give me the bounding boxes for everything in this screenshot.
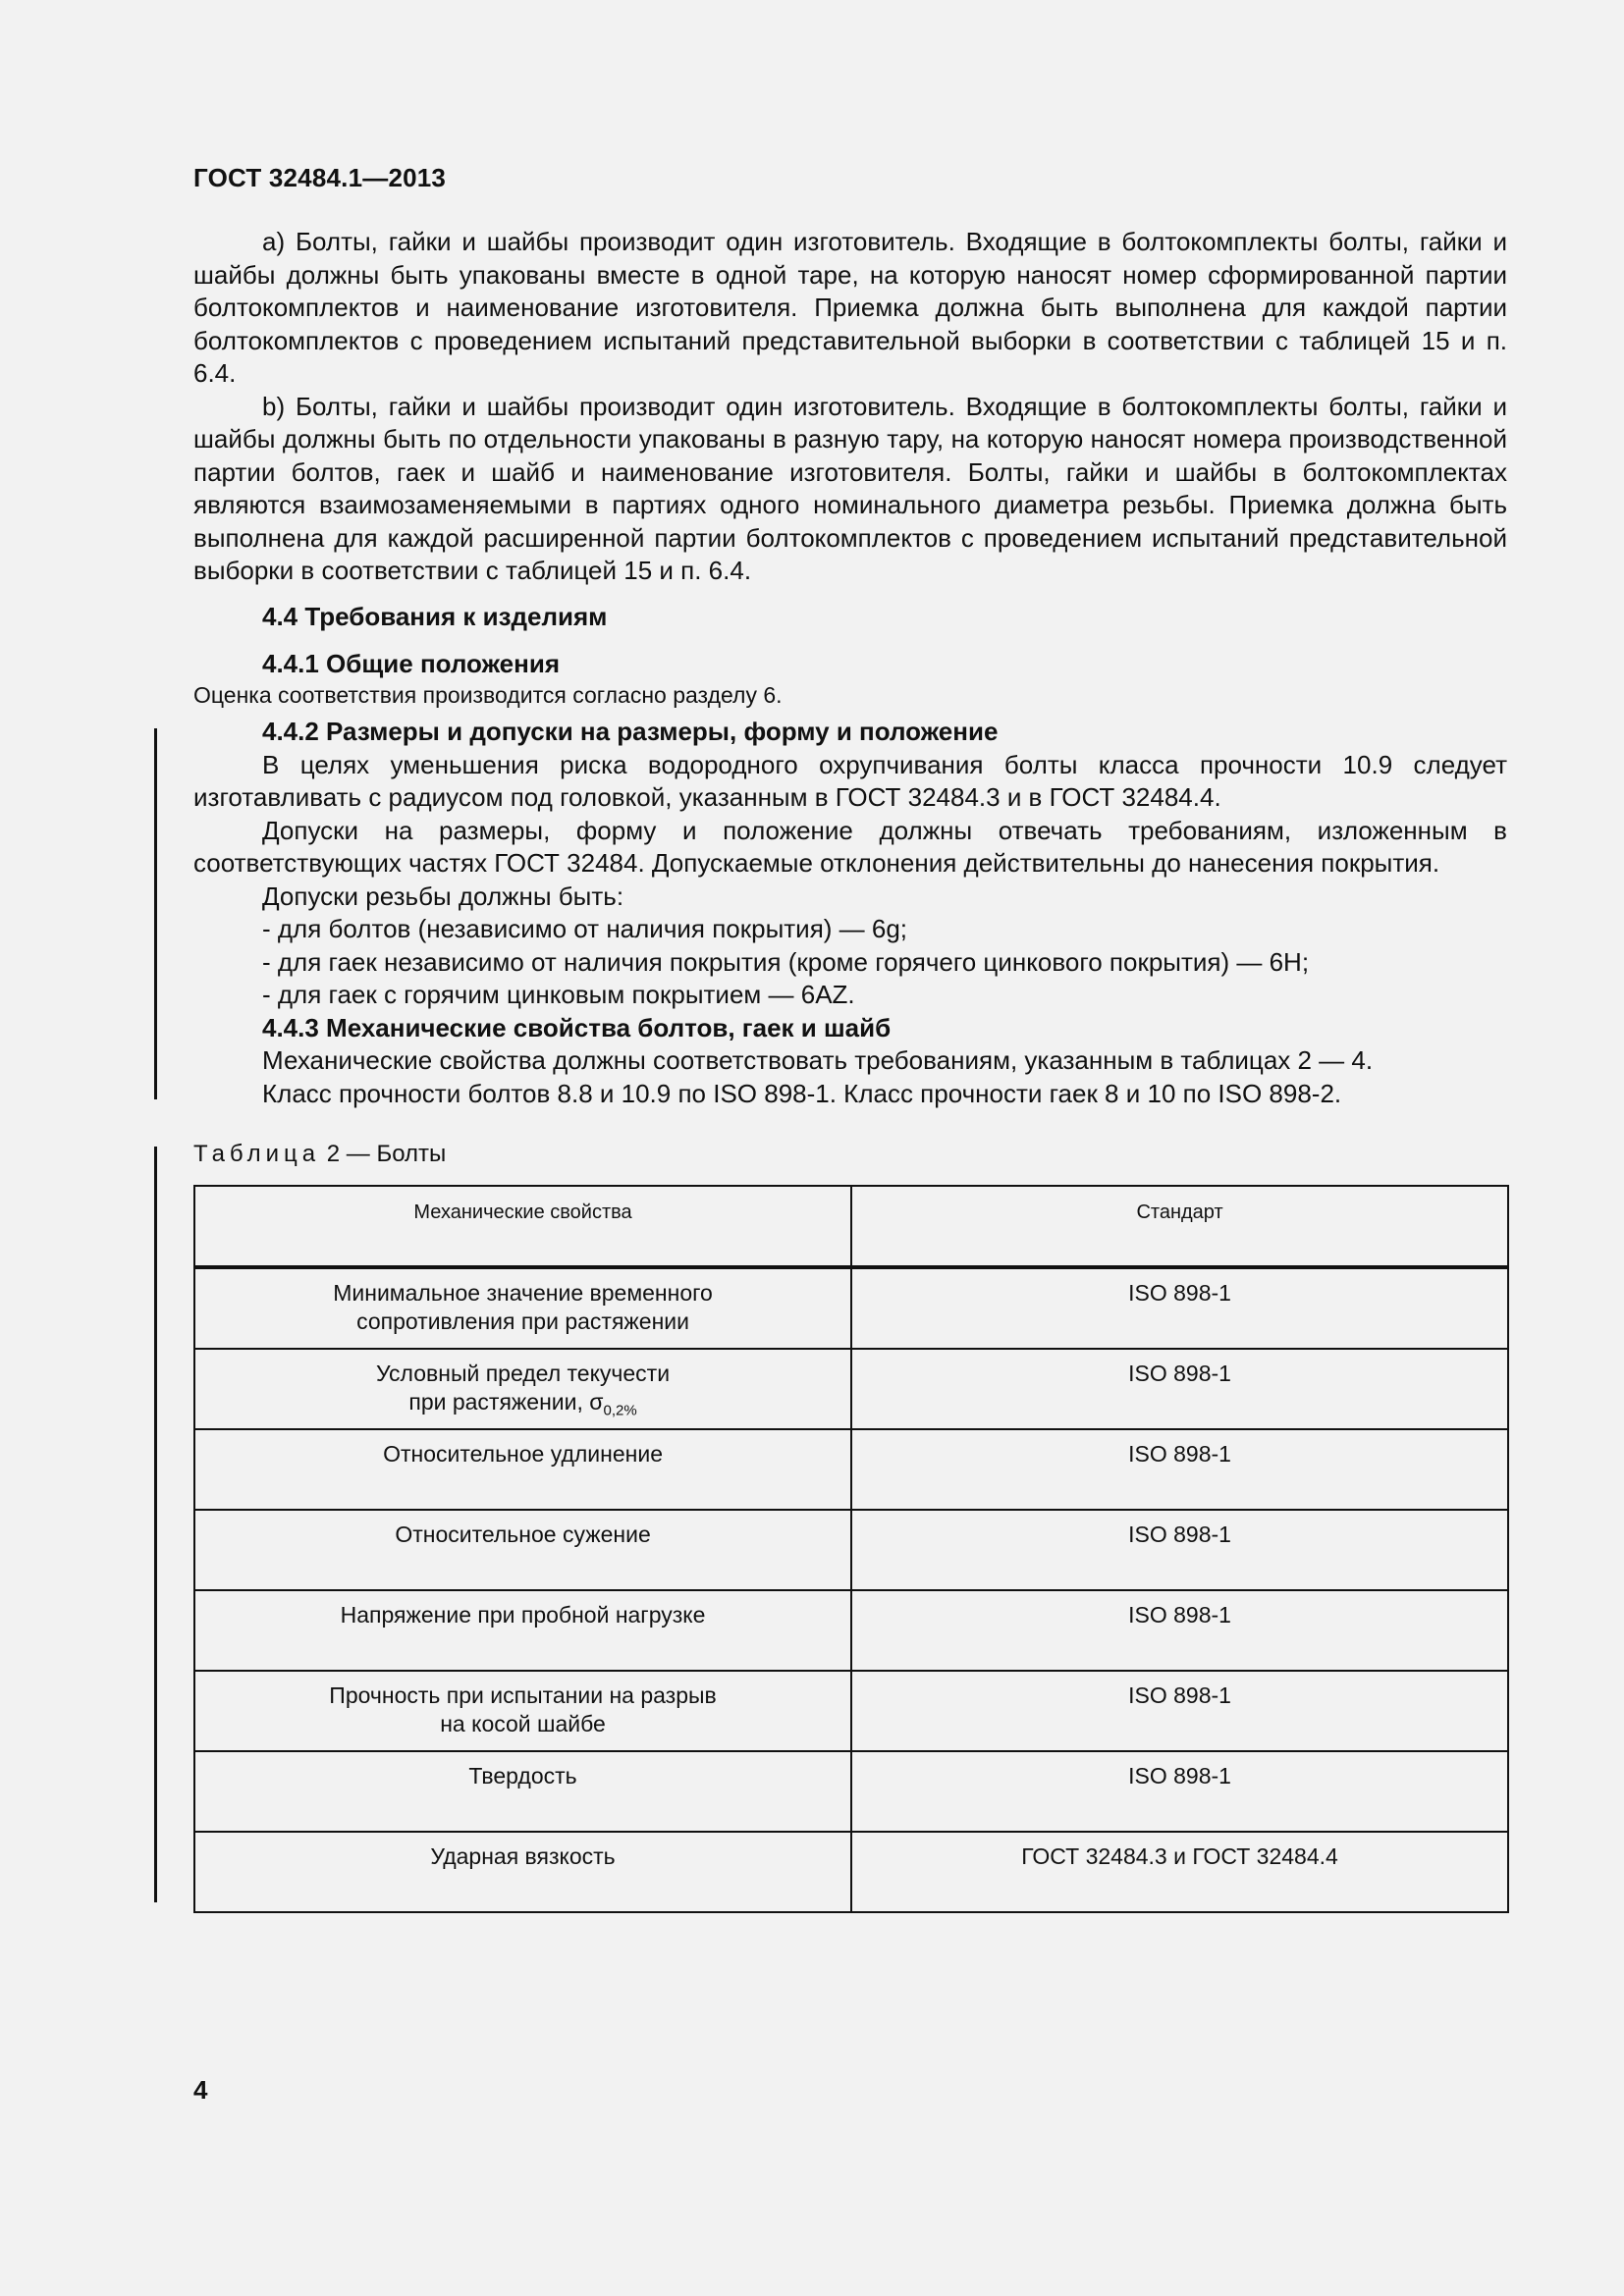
table-row [194,1671,1508,1751]
table-row [194,1267,1508,1349]
table-row [194,1590,1508,1671]
property-cell [194,1751,851,1832]
property-cell [194,1429,851,1510]
table-caption-title: 2 — Болты [320,1141,447,1167]
property-cell [194,1267,851,1349]
section-heading-4-4: 4.4 Требования к изделиям [262,602,608,631]
table-row [194,1510,1508,1590]
table-caption [193,1141,446,1168]
column-header-standard: Стандарт [851,1186,1508,1267]
property-text: Напряжение при пробной нагрузке [340,1602,706,1628]
lot-rules-block [193,226,1507,588]
property-text: Относительное удлинение [383,1441,663,1467]
property-cell [194,1510,851,1590]
section-heading-4-4-1: 4.4.1 Общие положения [262,648,560,678]
property-cell [194,1349,851,1429]
section-heading-4-4-3: 4.4.3 Механические свойства болтов, гаек и шайб [262,1012,892,1042]
paragraph-a: a) Болты, гайки и шайбы производит один изготовитель. Входящие в болтокомплекты болты, гайки и шайбы должны быть упакованы вместе в одной таре, на которую наносят номер сформированной партии болтокомплектов и наименование изготовителя. Приемка должна быть выполнена для каждой партии болтокомплектов с проведением испытаний представительной выборки в соответствии с таблицей 15 и п. 6.4. [193,227,1507,388]
standard-cell: ISO 898-1 [851,1510,1508,1590]
table-row [194,1751,1508,1832]
page-number: 4 [193,2075,208,2105]
change-bar [154,728,157,1099]
standard-cell: ISO 898-1 [851,1751,1508,1832]
property-cell [194,1671,851,1751]
paragraph-hydrogen-risk: В целях уменьшения риска водородного охрупчивания болты класса прочности 10.9 следует изготавливать с радиусом под головкой, указанным в ГОСТ 32484.3 и в ГОСТ 32484.4. [193,749,1507,812]
paragraph-b: b) Болты, гайки и шайбы производит один изготовитель. Входящие в болтокомплекты болты, гайки и шайбы должны быть по отдельности упакованы в разную тару, на которую наносят номера производственной партии болтов, гаек и шайб и наименование изготовителя. Болты, гайки и шайбы в болтокомплектах являются взаимозаменяемыми в партиях одного номинального диаметра резьбы. Приемка должна быть выполнена для каждой расширенной партии болтокомплектов с проведением испытаний представительной выборки в соответствии с таблицей 15 и п. 6.4. [193,391,1507,585]
property-text: Прочность при испытании на разрыв на косой шайбе [329,1682,717,1736]
table-row [194,1429,1508,1510]
column-header-properties: Механические свойства [194,1186,851,1267]
thread-tolerances-intro: Допуски резьбы должны быть: [262,881,624,911]
table-row [194,1832,1508,1912]
table-row [194,1349,1508,1429]
property-text: Твердость [468,1763,577,1789]
standard-cell: ISO 898-1 [851,1590,1508,1671]
sigma-subscript: 0,2% [603,1402,637,1419]
standard-cell: ГОСТ 32484.3 и ГОСТ 32484.4 [851,1832,1508,1912]
list-item: - для гаек с горячим цинковым покрытием — 6AZ. [262,980,855,1009]
document-header: ГОСТ 32484.1—2013 [193,163,447,192]
property-cell [194,1590,851,1671]
sigma-symbol: σ [589,1389,604,1415]
section-heading-4-4-2: 4.4.2 Размеры и допуски на размеры, форму и положение [262,717,999,746]
change-bar [154,1147,157,1902]
paragraph-mechanical-properties: Механические свойства должны соответствовать требованиям, указанным в таблицах 2 — 4. [262,1045,1374,1075]
conformity-text: Оценка соответствия производится согласно разделу 6. [193,682,783,708]
property-text: Относительное сужение [395,1522,651,1547]
property-text: Ударная вязкость [430,1843,616,1869]
standard-cell: ISO 898-1 [851,1267,1508,1349]
table-caption-word: Таблица [193,1141,321,1167]
paragraph-strength-classes: Класс прочности болтов 8.8 и 10.9 по ISO 898-1. Класс прочности гаек 8 и 10 по ISO 898-2. [262,1078,1342,1108]
standard-cell: ISO 898-1 [851,1429,1508,1510]
standard-cell: ISO 898-1 [851,1671,1508,1751]
list-item: - для болтов (независимо от наличия покрытия) — 6g; [262,914,908,943]
paragraph-tolerances: Допуски на размеры, форму и положение должны отвечать требованиям, изложенным в соответствующих частях ГОСТ 32484. Допускаемые отклонения действительны до нанесения покрытия. [193,815,1507,878]
list-item: - для гаек независимо от наличия покрытия (кроме горячего цинкового покрытия) — 6H; [262,946,1310,977]
standard-cell: ISO 898-1 [851,1349,1508,1429]
property-text: Минимальное значение временного сопротивления при растяжении [333,1280,713,1334]
table-header-row [194,1186,1508,1267]
property-cell [194,1832,851,1912]
property-text: Условный предел текучести при растяжении, [375,1361,671,1415]
product-requirements-block [193,601,1507,1110]
bolt-properties-table [193,1185,1509,1913]
